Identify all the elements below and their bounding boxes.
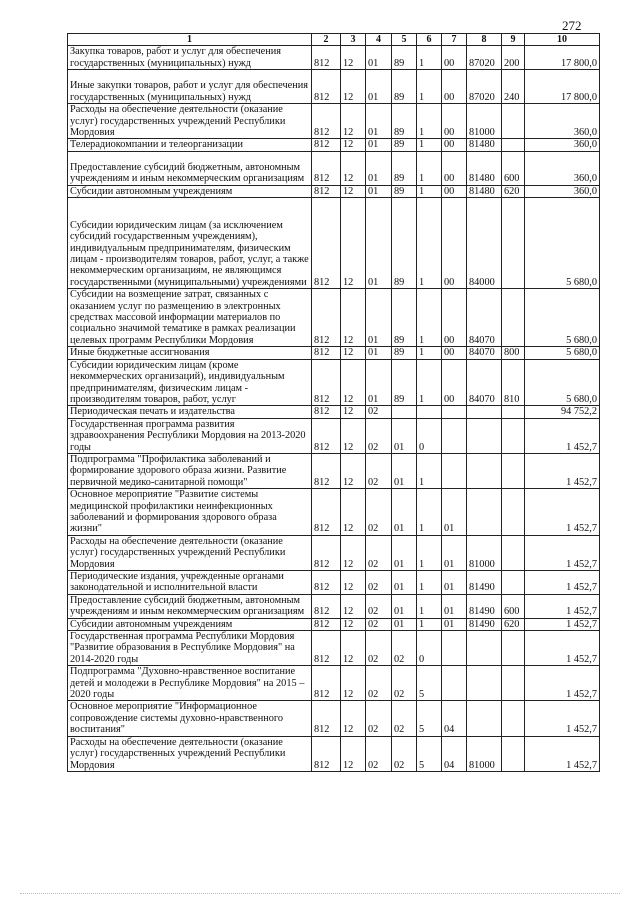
code-cell <box>502 701 525 736</box>
code-cell: 812 <box>312 666 341 701</box>
code-cell: 800 <box>502 347 525 359</box>
code-cell: 1 <box>417 453 442 488</box>
code-cell: 01 <box>392 571 417 595</box>
code-cell: 12 <box>341 666 366 701</box>
code-cell: 12 <box>341 185 366 197</box>
code-cell: 1 <box>417 46 442 70</box>
code-cell: 812 <box>312 631 341 666</box>
table-row <box>68 701 600 736</box>
amount-cell: 5 680,0 <box>525 289 600 347</box>
code-cell: 812 <box>312 289 341 347</box>
amount-cell: 17 800,0 <box>525 46 600 70</box>
code-cell: 01 <box>442 618 467 630</box>
code-cell: 01 <box>392 618 417 630</box>
code-cell: 02 <box>366 666 392 701</box>
code-cell: 5 <box>417 666 442 701</box>
code-cell: 620 <box>502 618 525 630</box>
code-cell <box>502 666 525 701</box>
header-row <box>68 34 600 46</box>
code-cell: 12 <box>341 571 366 595</box>
code-cell: 01 <box>392 489 417 536</box>
code-cell <box>392 406 417 418</box>
code-cell <box>442 453 467 488</box>
code-cell: 01 <box>442 594 467 618</box>
row-name: Субсидии автономным учреждениям <box>68 618 312 630</box>
code-cell: 1 <box>417 185 442 197</box>
table-row <box>68 198 600 289</box>
code-cell: 200 <box>502 46 525 70</box>
table-row <box>68 631 600 666</box>
column-header: 9 <box>502 34 525 46</box>
row-name: Иные бюджетные ассигнования <box>68 347 312 359</box>
code-cell: 00 <box>442 347 467 359</box>
code-cell: 01 <box>442 571 467 595</box>
code-cell: 01 <box>366 70 392 104</box>
code-cell: 87020 <box>467 70 502 104</box>
code-cell: 02 <box>392 701 417 736</box>
code-cell: 81480 <box>467 151 502 185</box>
code-cell <box>442 666 467 701</box>
code-cell: 1 <box>417 535 442 570</box>
code-cell: 5 <box>417 701 442 736</box>
code-cell: 812 <box>312 359 341 406</box>
column-header: 7 <box>442 34 467 46</box>
code-cell: 02 <box>392 666 417 701</box>
table-row <box>68 359 600 406</box>
column-header: 8 <box>467 34 502 46</box>
code-cell: 1 <box>417 618 442 630</box>
code-cell: 02 <box>366 594 392 618</box>
code-cell: 81000 <box>467 104 502 139</box>
code-cell: 812 <box>312 151 341 185</box>
code-cell: 84070 <box>467 289 502 347</box>
row-name: Закупка товаров, работ и услуг для обеспечения государственных (муниципальных) нужд <box>68 46 312 70</box>
code-cell: 1 <box>417 489 442 536</box>
table-row <box>68 666 600 701</box>
code-cell: 89 <box>392 347 417 359</box>
code-cell: 12 <box>341 618 366 630</box>
code-cell: 89 <box>392 198 417 289</box>
table-row <box>68 571 600 595</box>
code-cell: 812 <box>312 453 341 488</box>
code-cell <box>502 198 525 289</box>
code-cell: 00 <box>442 139 467 151</box>
code-cell <box>467 666 502 701</box>
code-cell: 01 <box>392 453 417 488</box>
code-cell: 01 <box>366 359 392 406</box>
code-cell: 02 <box>392 631 417 666</box>
code-cell: 812 <box>312 70 341 104</box>
code-cell <box>502 418 525 453</box>
column-header: 1 <box>68 34 312 46</box>
code-cell: 02 <box>366 453 392 488</box>
amount-cell: 360,0 <box>525 139 600 151</box>
code-cell: 812 <box>312 594 341 618</box>
code-cell: 89 <box>392 139 417 151</box>
code-cell: 812 <box>312 406 341 418</box>
code-cell: 12 <box>341 359 366 406</box>
code-cell: 12 <box>341 594 366 618</box>
code-cell: 89 <box>392 104 417 139</box>
amount-cell: 1 452,7 <box>525 571 600 595</box>
code-cell <box>467 453 502 488</box>
code-cell: 81490 <box>467 571 502 595</box>
table-row <box>68 289 600 347</box>
code-cell: 00 <box>442 46 467 70</box>
row-name: Субсидии юридическим лицам (за исключением субсидий государственным учреждениям), индивидуальным предпринимателям, физическим лицам - производителям товаров, работ, услуг, а также некоммерческим организациям, не являющимся государственными (муниципальными) учреждениями <box>68 198 312 289</box>
code-cell <box>502 289 525 347</box>
code-cell <box>502 571 525 595</box>
amount-cell: 1 452,7 <box>525 701 600 736</box>
row-name: Телерадиокомпании и телеорганизации <box>68 139 312 151</box>
code-cell: 812 <box>312 104 341 139</box>
code-cell: 04 <box>442 701 467 736</box>
column-header: 10 <box>525 34 600 46</box>
table-row <box>68 151 600 185</box>
column-header: 3 <box>341 34 366 46</box>
code-cell: 00 <box>442 198 467 289</box>
code-cell <box>502 139 525 151</box>
row-name: Субсидии на возмещение затрат, связанных с оказанием услуг по размещению в электронных средствах массовой информации материалов по социально значимой тематике в рамках реализации целевых программ Республики Мордовия <box>68 289 312 347</box>
table-row <box>68 185 600 197</box>
page-number: 272 <box>562 18 582 33</box>
code-cell: 810 <box>502 359 525 406</box>
code-cell: 84070 <box>467 359 502 406</box>
code-cell: 12 <box>341 151 366 185</box>
code-cell: 12 <box>341 70 366 104</box>
code-cell: 12 <box>341 701 366 736</box>
code-cell: 1 <box>417 359 442 406</box>
code-cell <box>502 535 525 570</box>
column-header: 5 <box>392 34 417 46</box>
code-cell: 04 <box>442 736 467 771</box>
amount-cell: 17 800,0 <box>525 70 600 104</box>
code-cell: 812 <box>312 535 341 570</box>
budget-table <box>67 33 600 772</box>
row-name: Государственная программа Республики Мордовия "Развитие образования в Республике Мордовия" на 2014-2020 годы <box>68 631 312 666</box>
amount-cell: 360,0 <box>525 104 600 139</box>
table-row <box>68 104 600 139</box>
code-cell: 89 <box>392 151 417 185</box>
table-row <box>68 453 600 488</box>
row-name: Субсидии юридическим лицам (кроме некоммерческих организаций), индивидуальным предпринимателям, физическим лицам - производителям товаров, работ, услуг <box>68 359 312 406</box>
code-cell: 600 <box>502 594 525 618</box>
code-cell: 89 <box>392 46 417 70</box>
row-name: Предоставление субсидий бюджетным, автономным учреждениям и иным некоммерческим организациям <box>68 151 312 185</box>
code-cell: 81490 <box>467 618 502 630</box>
code-cell: 01 <box>366 347 392 359</box>
table-row <box>68 489 600 536</box>
code-cell: 5 <box>417 736 442 771</box>
code-cell <box>502 736 525 771</box>
code-cell: 812 <box>312 418 341 453</box>
code-cell: 89 <box>392 359 417 406</box>
amount-cell: 360,0 <box>525 185 600 197</box>
code-cell: 812 <box>312 46 341 70</box>
code-cell: 02 <box>366 631 392 666</box>
row-name: Периодические издания, учрежденные органами законодательной и исполнительной власти <box>68 571 312 595</box>
code-cell: 12 <box>341 139 366 151</box>
code-cell: 12 <box>341 104 366 139</box>
row-name: Расходы на обеспечение деятельности (оказание услуг) государственных учреждений Республики Мордовия <box>68 104 312 139</box>
code-cell: 1 <box>417 151 442 185</box>
code-cell: 81490 <box>467 594 502 618</box>
code-cell: 00 <box>442 151 467 185</box>
row-name: Расходы на обеспечение деятельности (оказание услуг) государственных учреждений Республики Мордовия <box>68 736 312 771</box>
code-cell: 12 <box>341 631 366 666</box>
code-cell: 1 <box>417 70 442 104</box>
code-cell: 02 <box>392 736 417 771</box>
row-name: Иные закупки товаров, работ и услуг для обеспечения государственных (муниципальных) нужд <box>68 70 312 104</box>
row-name: Расходы на обеспечение деятельности (оказание услуг) государственных учреждений Республики Мордовия <box>68 535 312 570</box>
code-cell: 12 <box>341 489 366 536</box>
column-header: 4 <box>366 34 392 46</box>
code-cell: 01 <box>366 46 392 70</box>
code-cell: 01 <box>392 418 417 453</box>
table-row <box>68 618 600 630</box>
code-cell: 00 <box>442 104 467 139</box>
code-cell <box>417 406 442 418</box>
amount-cell: 1 452,7 <box>525 736 600 771</box>
code-cell: 02 <box>366 418 392 453</box>
code-cell: 02 <box>366 406 392 418</box>
table-row <box>68 406 600 418</box>
code-cell: 12 <box>341 736 366 771</box>
code-cell <box>467 631 502 666</box>
code-cell: 812 <box>312 185 341 197</box>
code-cell: 812 <box>312 489 341 536</box>
code-cell: 812 <box>312 347 341 359</box>
code-cell: 00 <box>442 185 467 197</box>
amount-cell: 1 452,7 <box>525 535 600 570</box>
code-cell <box>467 418 502 453</box>
code-cell <box>442 631 467 666</box>
code-cell: 01 <box>392 594 417 618</box>
scan-artifact-line <box>20 893 620 894</box>
code-cell: 89 <box>392 70 417 104</box>
row-name: Государственная программа развития здравоохранения Республики Мордовия на 2013-2020 годы <box>68 418 312 453</box>
code-cell: 600 <box>502 151 525 185</box>
amount-cell: 1 452,7 <box>525 489 600 536</box>
code-cell: 01 <box>366 104 392 139</box>
code-cell: 812 <box>312 618 341 630</box>
code-cell <box>502 104 525 139</box>
code-cell: 00 <box>442 70 467 104</box>
code-cell <box>502 631 525 666</box>
code-cell: 02 <box>366 736 392 771</box>
row-name: Предоставление субсидий бюджетным, автономным учреждениям и иным некоммерческим организациям <box>68 594 312 618</box>
code-cell: 620 <box>502 185 525 197</box>
row-name: Подпрограмма "Профилактика заболеваний и формирование здорового образа жизни. Развитие первичной медико-санитарной помощи" <box>68 453 312 488</box>
code-cell: 1 <box>417 198 442 289</box>
code-cell: 812 <box>312 198 341 289</box>
code-cell: 01 <box>366 198 392 289</box>
code-cell: 01 <box>366 185 392 197</box>
code-cell <box>502 406 525 418</box>
table-row <box>68 139 600 151</box>
amount-cell: 94 752,2 <box>525 406 600 418</box>
code-cell: 89 <box>392 185 417 197</box>
code-cell: 02 <box>366 618 392 630</box>
code-cell: 1 <box>417 289 442 347</box>
amount-cell: 1 452,7 <box>525 666 600 701</box>
row-name: Основное мероприятие "Информационное сопровождение системы духовно-нравственного воспитания" <box>68 701 312 736</box>
code-cell: 02 <box>366 535 392 570</box>
code-cell: 1 <box>417 594 442 618</box>
code-cell: 81480 <box>467 139 502 151</box>
code-cell: 01 <box>366 139 392 151</box>
code-cell: 0 <box>417 418 442 453</box>
code-cell: 00 <box>442 289 467 347</box>
row-name: Субсидии автономным учреждениям <box>68 185 312 197</box>
code-cell <box>467 406 502 418</box>
table-row <box>68 594 600 618</box>
code-cell: 81000 <box>467 736 502 771</box>
code-cell <box>502 453 525 488</box>
code-cell: 02 <box>366 489 392 536</box>
code-cell <box>442 418 467 453</box>
code-cell: 02 <box>366 701 392 736</box>
code-cell: 812 <box>312 736 341 771</box>
code-cell: 01 <box>442 535 467 570</box>
amount-cell: 360,0 <box>525 151 600 185</box>
code-cell: 1 <box>417 139 442 151</box>
code-cell: 1 <box>417 104 442 139</box>
code-cell <box>467 489 502 536</box>
code-cell: 12 <box>341 347 366 359</box>
code-cell: 812 <box>312 701 341 736</box>
code-cell <box>442 406 467 418</box>
code-cell: 02 <box>366 571 392 595</box>
code-cell: 0 <box>417 631 442 666</box>
code-cell: 84070 <box>467 347 502 359</box>
code-cell: 12 <box>341 535 366 570</box>
row-name: Подпрограмма "Духовно-нравственное воспитание детей и молодежи в Республике Мордовия" на 2015 – 2020 годы <box>68 666 312 701</box>
code-cell: 812 <box>312 571 341 595</box>
code-cell: 12 <box>341 418 366 453</box>
row-name: Основное мероприятие "Развитие системы медицинской профилактики неинфекционных заболеваний и формирования здорового образа жизни" <box>68 489 312 536</box>
column-header: 2 <box>312 34 341 46</box>
code-cell: 01 <box>366 289 392 347</box>
code-cell: 12 <box>341 46 366 70</box>
code-cell: 87020 <box>467 46 502 70</box>
code-cell: 00 <box>442 359 467 406</box>
code-cell: 01 <box>442 489 467 536</box>
table-row <box>68 736 600 771</box>
code-cell <box>467 701 502 736</box>
code-cell: 81480 <box>467 185 502 197</box>
amount-cell: 5 680,0 <box>525 347 600 359</box>
code-cell: 89 <box>392 289 417 347</box>
code-cell: 1 <box>417 347 442 359</box>
amount-cell: 1 452,7 <box>525 418 600 453</box>
code-cell: 12 <box>341 406 366 418</box>
code-cell <box>502 489 525 536</box>
table-row <box>68 347 600 359</box>
amount-cell: 1 452,7 <box>525 631 600 666</box>
code-cell: 12 <box>341 198 366 289</box>
amount-cell: 1 452,7 <box>525 594 600 618</box>
amount-cell: 1 452,7 <box>525 453 600 488</box>
amount-cell: 5 680,0 <box>525 198 600 289</box>
table-row <box>68 70 600 104</box>
amount-cell: 5 680,0 <box>525 359 600 406</box>
code-cell: 12 <box>341 289 366 347</box>
row-name: Периодическая печать и издательства <box>68 406 312 418</box>
code-cell: 81000 <box>467 535 502 570</box>
column-header: 6 <box>417 34 442 46</box>
code-cell: 01 <box>366 151 392 185</box>
code-cell: 12 <box>341 453 366 488</box>
table-row <box>68 418 600 453</box>
table-row <box>68 46 600 70</box>
table-row <box>68 535 600 570</box>
code-cell: 01 <box>392 535 417 570</box>
amount-cell: 1 452,7 <box>525 618 600 630</box>
code-cell: 1 <box>417 571 442 595</box>
code-cell: 240 <box>502 70 525 104</box>
code-cell: 812 <box>312 139 341 151</box>
code-cell: 84000 <box>467 198 502 289</box>
